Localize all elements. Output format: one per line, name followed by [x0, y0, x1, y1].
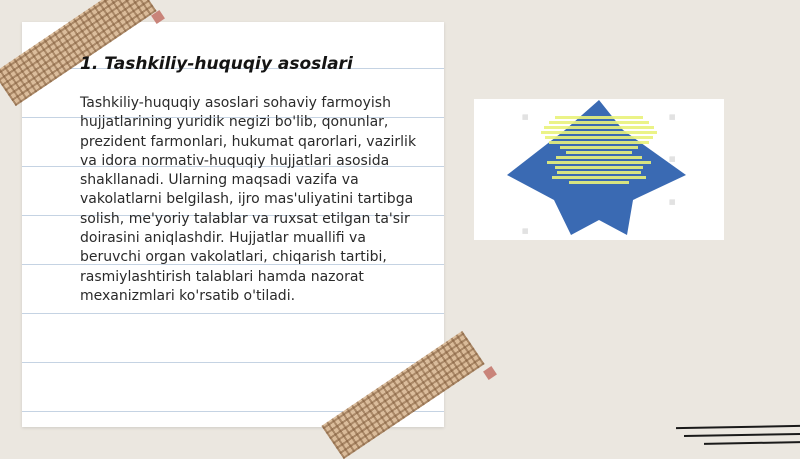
text-line	[552, 176, 645, 179]
star-illustration	[474, 99, 724, 240]
text-line	[566, 151, 632, 154]
text-line	[560, 146, 638, 149]
watermark-mark: ▦	[669, 198, 676, 206]
decorative-line	[684, 433, 800, 437]
text-line	[544, 126, 655, 129]
text-line	[555, 166, 643, 169]
text-line	[549, 121, 650, 124]
text-line	[547, 161, 650, 164]
tape-end-bottom	[483, 366, 497, 380]
text-line	[557, 171, 640, 174]
text-line	[549, 141, 650, 144]
text-line	[541, 131, 657, 134]
section-body-text: Tashkiliy-huquqiy asoslari sohaviy farmoyish hujjatlarining yuridik negizi bo'lib, qonunlar, prezident farmonlari, hukumat qarorlari, vazirlik va idora normativ-huquqiy hujjatlari asosida shakllanadi. Ularning maqsadi vazifa va vakolatlarni belgilash, ijro mas'uliyatini tartibga solish, me'yoriy talablar va ruxsat etilgan ta'sir doirasini aniqlashdir. Hujjatlar muallifi va beruvchi organ vakolatlari, chiqarish tartibi, rasmiylashtirish talablari hamda nazorat mexanizmlari ko'rsatib o'tiladi.	[80, 95, 417, 304]
decorative-line	[704, 441, 800, 445]
star-text-lines	[536, 113, 662, 184]
text-line	[555, 116, 643, 119]
decorative-line	[676, 425, 800, 429]
watermark-mark: ▦	[669, 113, 676, 121]
watermark-mark: ▦	[522, 227, 529, 235]
text-line	[545, 136, 652, 139]
text-line	[569, 181, 629, 184]
watermark-mark: ▦	[669, 155, 676, 163]
watermark-mark: ▦	[522, 113, 529, 121]
text-line	[556, 156, 642, 159]
section-heading: 1. Tashkiliy-huquqiy asoslari	[80, 54, 353, 74]
